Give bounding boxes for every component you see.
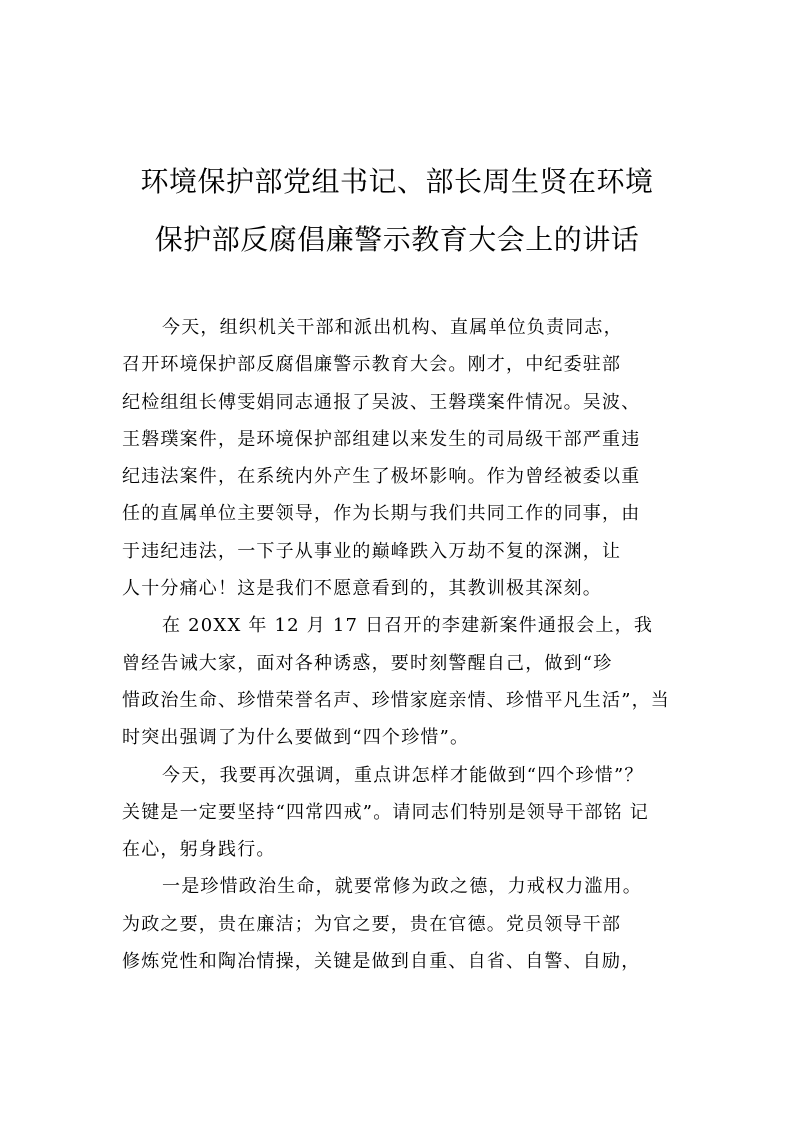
paragraph-1-line-8: 人十分痛心！这是我们不愿意看到的，其教训极其深刻。 (122, 578, 602, 600)
paragraph-2-line-3: 惜政治生命、珍惜荣誉名声、珍惜家庭亲情、珍惜平凡生活”，当 (122, 689, 670, 711)
paragraph-1-line-3: 纪检组组长傅雯娟同志通报了吴波、王磐璞案件情况。吴波、 (122, 391, 641, 413)
document-body (122, 309, 692, 980)
paragraph-1-line-7: 于违纪违法，一下子从事业的巅峰跌入万劫不复的深渊，让 (122, 540, 622, 562)
paragraph-1-line-1: 今天，组织机关干部和派出机构、直属单位负责同志， (162, 317, 623, 338)
paragraph-2-line-2: 曾经告诫大家，面对各种诱惑，要时刻警醒自己，做到“珍 (122, 652, 613, 674)
paragraph-3-line-2: 关键是一定要坚持“四常四戒”。请同志们特别是领导干部铭 记 (122, 801, 649, 823)
paragraph-1-line-4: 王磐璞案件，是环境保护部组建以来发生的司局级干部严重违 (122, 428, 641, 450)
paragraph-2-line-1: 在 20XX 年 12 月 17 日召开的李建新案件通报会上，我 (162, 615, 654, 637)
paragraph-1-line-5: 纪违法案件，在系统内外产生了极坏影响。作为曾经被委以重 (122, 466, 641, 488)
paragraph-4-line-3: 修炼党性和陶冶情操，关键是做到自重、自省、自警、自励， (122, 951, 641, 973)
document-title-line-2: 保护部反腐倡廉警示教育大会上的讲话 (154, 223, 640, 256)
paragraph-1-line-6: 任的直属单位主要领导，作为长期与我们共同工作的同事，由 (122, 503, 641, 525)
paragraph-1-line-2: 召开环境保护部反腐倡廉警示教育大会。刚才，中纪委驻部 (122, 354, 622, 376)
paragraph-3-line-1: 今天，我要再次强调，重点讲怎样才能做到“四个珍惜”？ (162, 764, 644, 786)
document-title-line-1: 环境保护部党组书记、部长周生贤在环境 (140, 165, 654, 198)
paragraph-4-line-2: 为政之要，贵在廉洁；为官之要，贵在官德。党员领导干部 (122, 913, 622, 935)
paragraph-2-line-4: 时突出强调了为什么要做到“四个珍惜”。 (122, 727, 470, 749)
paragraph-4-line-1: 一是珍惜政治生命，就要常修为政之德，力戒权力滥用。 (162, 876, 642, 898)
paragraph-3-line-3: 在心，躬身践行。 (122, 839, 276, 861)
